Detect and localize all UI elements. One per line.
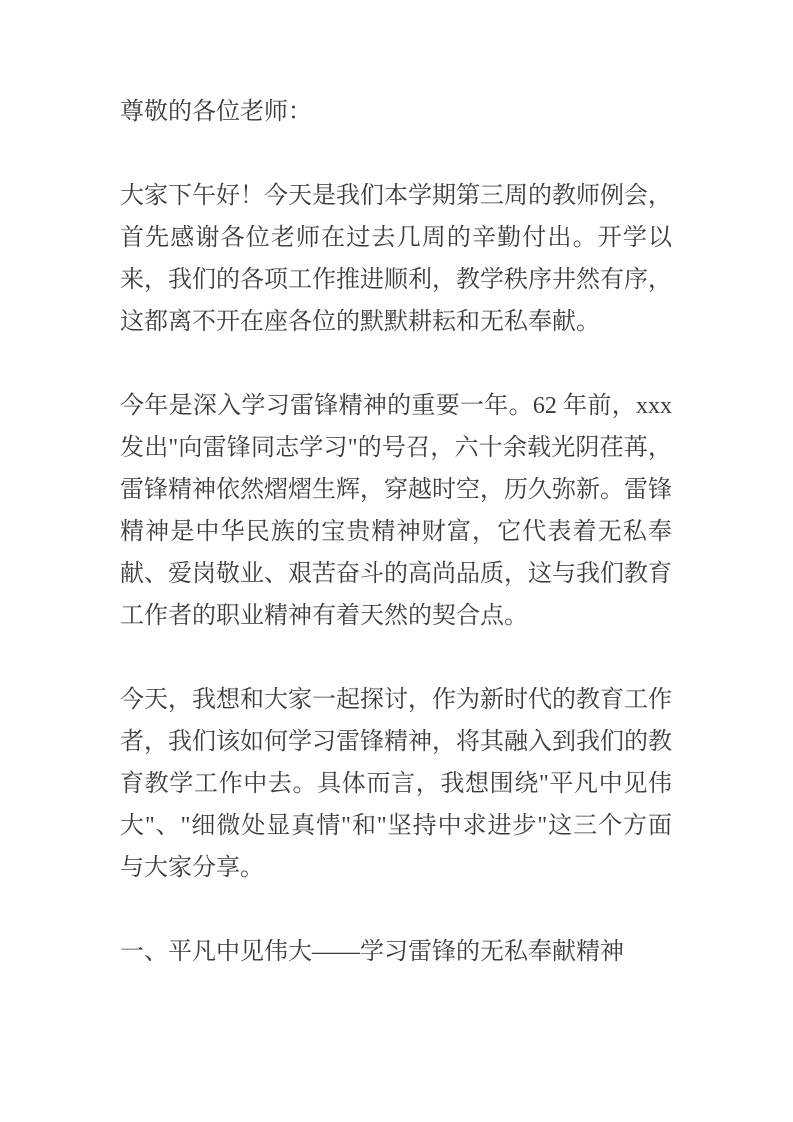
paragraph-leifeng-background: 今年是深入学习雷锋精神的重要一年。62 年前，xxx发出"向雷锋同志学习"的号召，六十余载光阴荏苒，雷锋精神依然熠熠生辉，穿越时空，历久弥新。雷锋精神是中华民族的宝贵精神财富，它代表着无私奉献、爱岗敬业、艰苦奋斗的高尚品质，这与我们教育工作者的职业精神有着天然的契合点。 [120,393,672,629]
paragraph-opening-thanks: 大家下午好！今天是我们本学期第三周的教师例会，首先感谢各位老师在过去几周的辛勤付出。开学以来，我们的各项工作推进顺利，教学秩序井然有序，这都离不开在座各位的默默耕耘和无私奉献。 [120,183,672,335]
heading-section-one: 一、平凡中见伟大——学习雷锋的无私奉献精神 [120,939,624,965]
paragraph-salutation: 尊敬的各位老师： [120,99,312,125]
paragraph-topic-overview: 今天，我想和大家一起探讨，作为新时代的教育工作者，我们该如何学习雷锋精神，将其融入到我们的教育教学工作中去。具体而言，我想围绕"平凡中见伟大"、"细微处显真情"和"坚持中求进步"这三个方面与大家分享。 [120,687,672,881]
